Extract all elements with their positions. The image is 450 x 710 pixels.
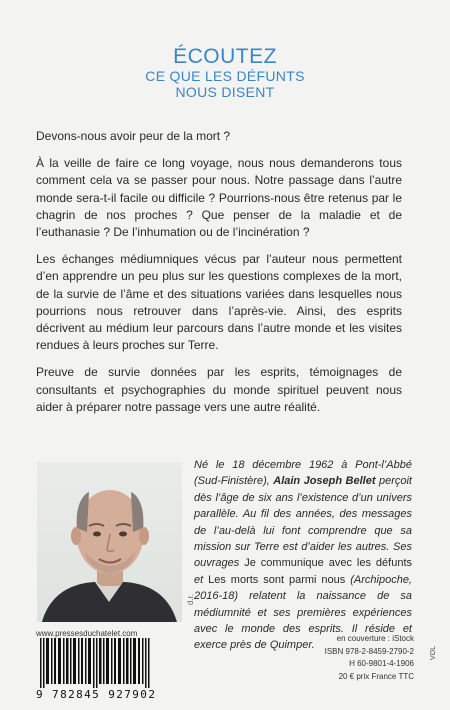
bio-intro: Né le 18 décembre 1962 à Pont-l’Abbé (Sud-Finistère), [194, 459, 412, 488]
product-code: H 60-9801-4-1906 [349, 659, 414, 669]
book-title: ÉCOUTEZ [173, 45, 277, 68]
summary-paragraph: Les échanges médiumniques vécus par l’auteur nous permettent d’en apprendre un peu plus sur les questions complexes de la mort, de la survie de l’âme et des situations variées dans lesquelles nous pourrions nous retrouver dans l’après-vie. Ainsi, des esprits décrivent au médium leur parcours dans l’autre monde et les visites rendues à leurs proches sur Terre. [36, 252, 402, 353]
author-bio [194, 457, 412, 654]
vol-label: VOL [430, 645, 437, 660]
book-subtitle-line-1: CE QUE LES DÉFUNTS [145, 68, 305, 84]
book-reference: Les morts sont parmi nous [208, 573, 346, 586]
isbn-block [325, 633, 414, 683]
isbn: ISBN 978-2-8459-2790-2 [324, 646, 414, 656]
summary-paragraph: À la veille de faire ce long voyage, nous nous demanderons tous comment cela va se passer pour nous. Notre passage dans l’autre monde sera-t-il facile ou difficile ? Pourrions-nous être retenus par le chagrin de nos proches ? Que penser de la maladie et de l’euthanasie ? De l’inhumation ou de l’incinération ? [36, 156, 402, 240]
bio-text: et [194, 573, 209, 586]
back-cover-summary [36, 128, 402, 426]
summary-paragraph: Preuve de survie données par les esprits, témoignages de consultants et psychographies du monde spirituel peuvent nous aider à préparer notre passage vers une autre réalité. [36, 365, 402, 414]
price: 20 € prix France TTC [338, 671, 414, 681]
cover-credit: en couverture : iStock [336, 634, 414, 643]
book-subtitle-line-2: NOUS DISENT [175, 84, 275, 100]
author-name: Alain Joseph Bellet [273, 475, 376, 488]
barcode-number: 9 782845 927902 [36, 688, 157, 701]
publisher-website: www.pressesduchatelet.com [36, 629, 138, 638]
title-block [0, 46, 450, 100]
photo-credit: d.r. [186, 593, 195, 605]
author-photo [37, 462, 182, 622]
book-reference: Je communique avec les défunts [244, 557, 413, 570]
bio-text: relatent la naissance de sa médiumnité et ses premières expériences avec le monde des esprits. Il réside et exerce près de Quimper. [194, 590, 412, 652]
summary-question: Devons-nous avoir peur de la mort ? [36, 129, 231, 143]
bio-text: perçoit dès l’âge de six ans l’existence d’un univers parallèle. Au fil des années, des messages de l’au-delà lui font comprendre que sa mission sur Terre est d’aider les autres. Ses ouvrages [194, 475, 412, 570]
barcode-icon [36, 638, 156, 690]
publisher-reference: (Archipoche, 2016-18) [194, 573, 412, 603]
